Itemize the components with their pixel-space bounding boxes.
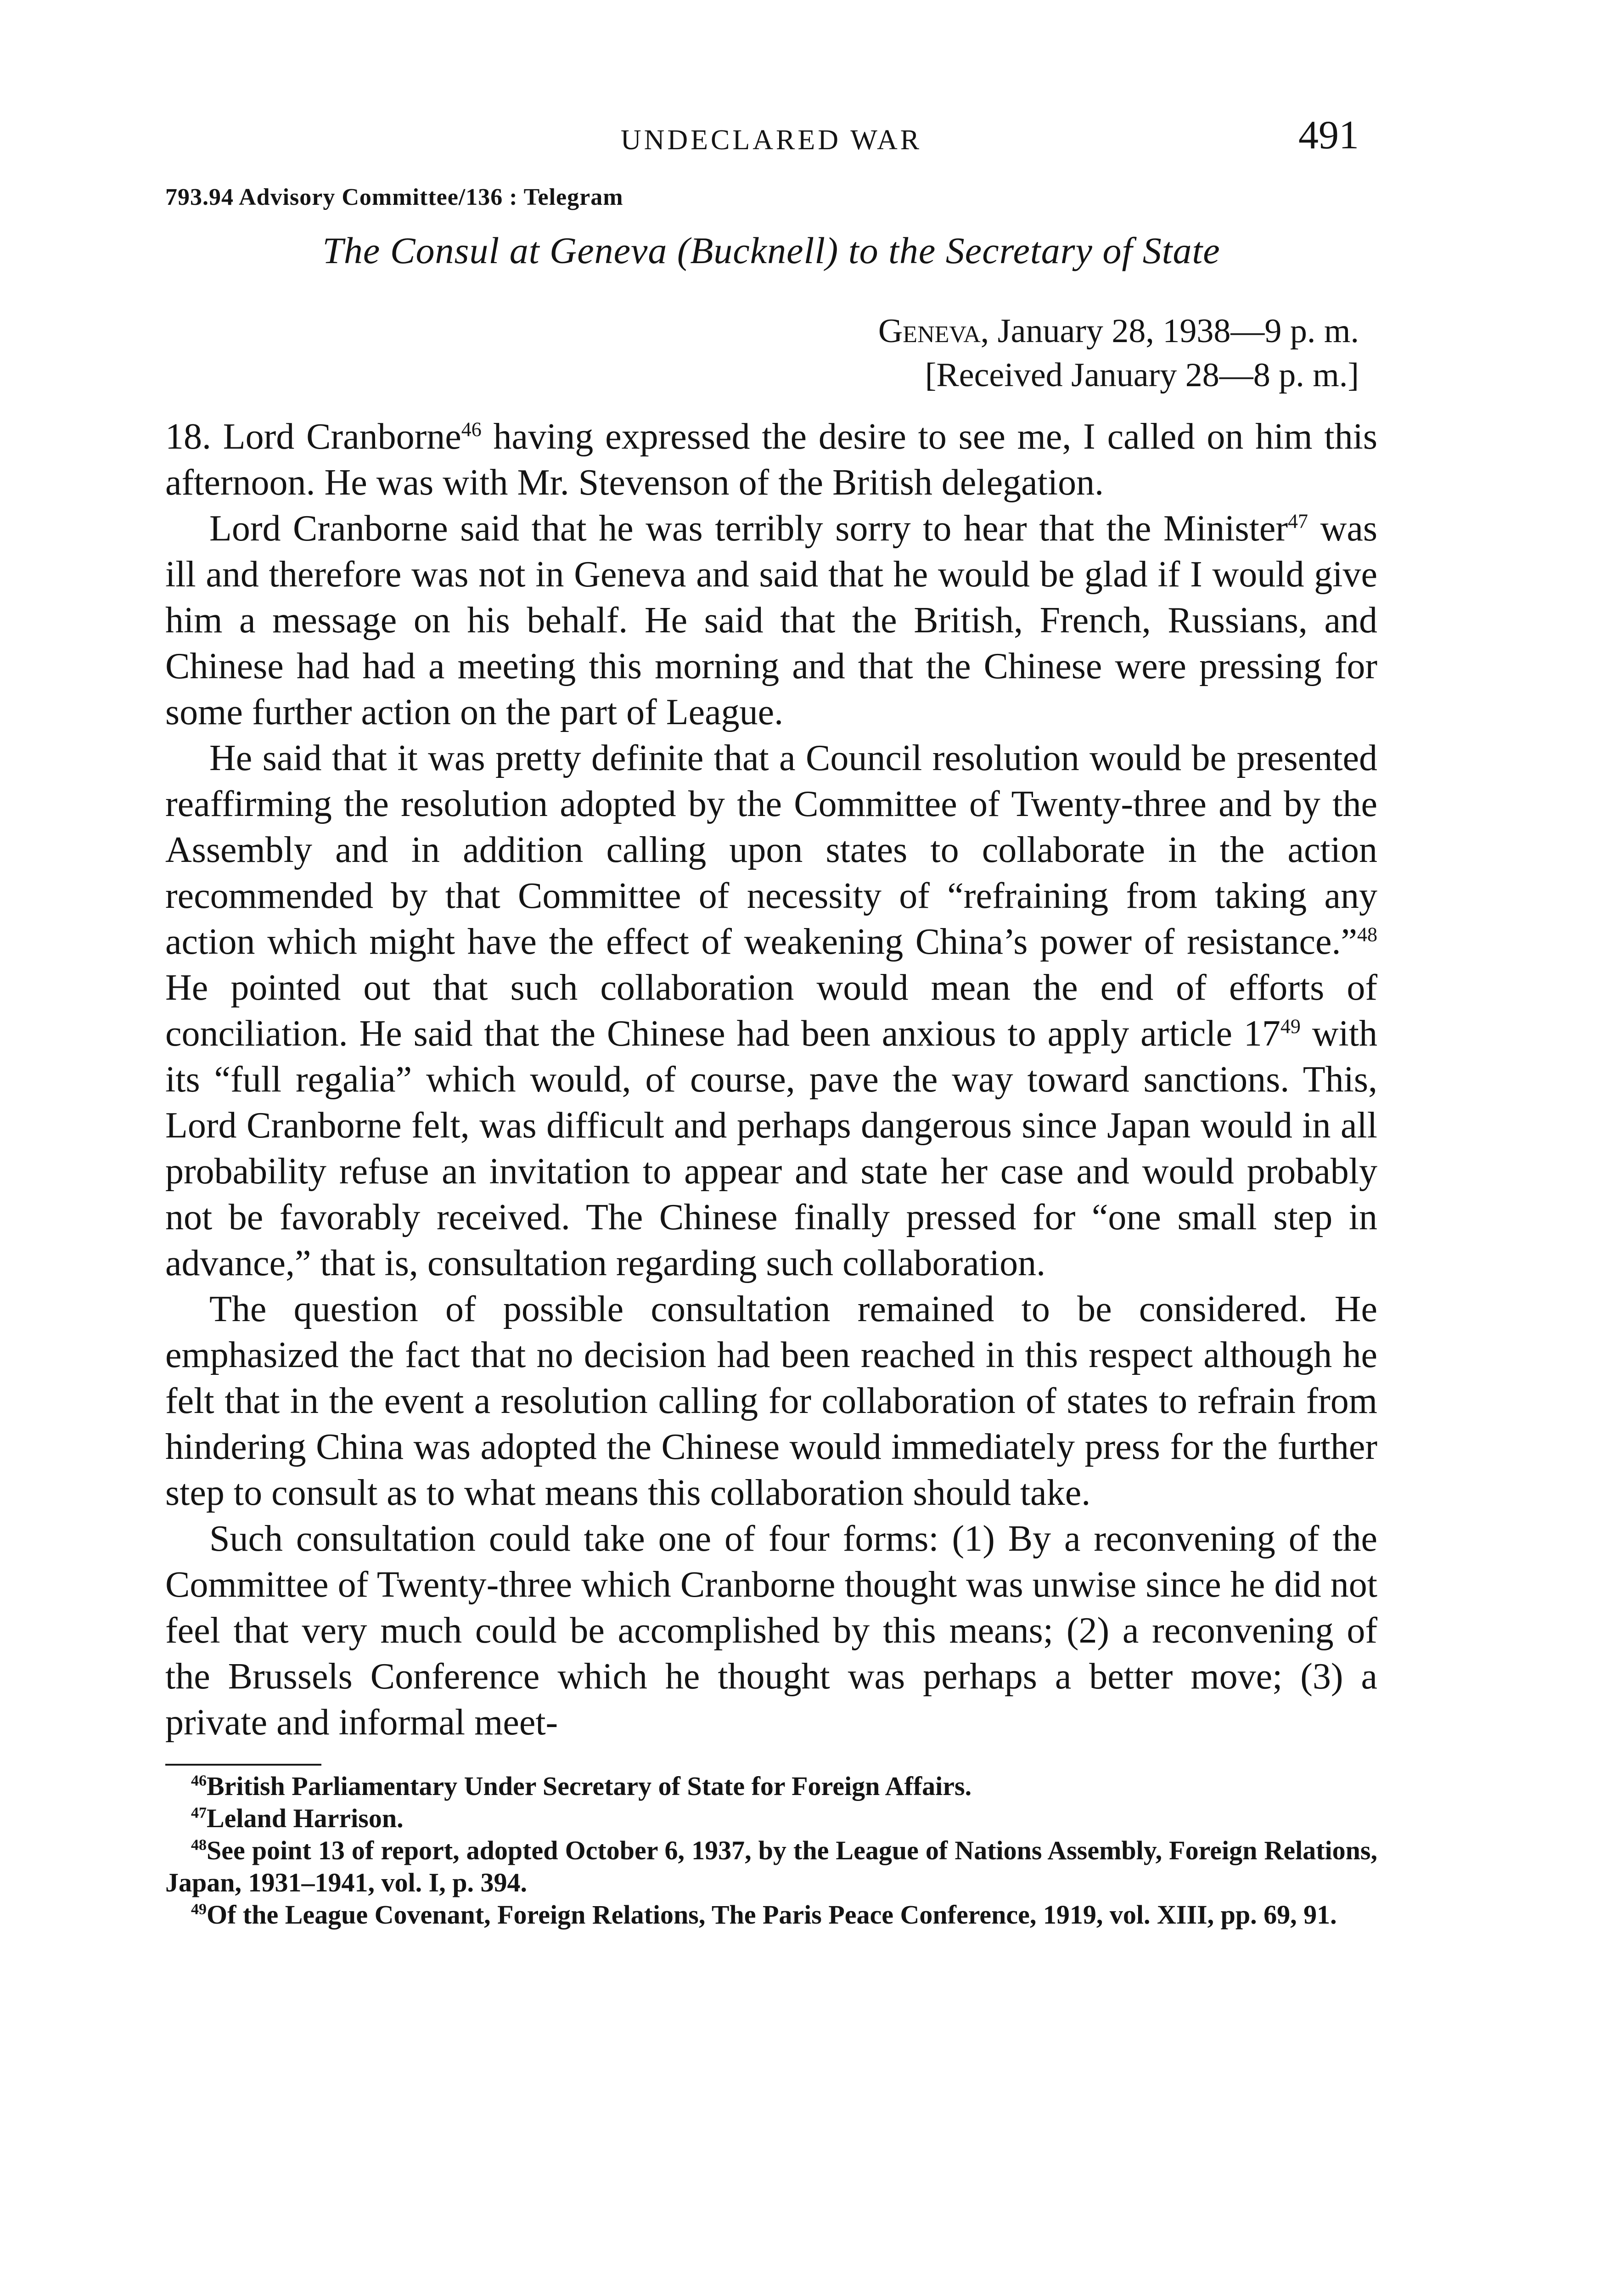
footnote-rule <box>165 1764 321 1766</box>
page-number: 491 <box>1298 113 1359 158</box>
paragraph-text: The question of possible consultation remained to be considered. He emphasized the fact that no decision had been reached in this respect although he felt that in the event a resolution calling for collaboration of states to refrain from hindering China was adopted the Chinese would immediately press for the further step to consult as to what means this collaboration should take. <box>165 1289 1377 1514</box>
paragraph-text: was ill and therefore was not in Geneva and said that he would be glad if I would give him a message on his behalf. He said that the British, French, Russians, and Chinese had had a meeting this morning and that the Chinese were pressing for some further action on the part of League. <box>165 508 1377 733</box>
body-paragraph <box>165 414 1377 506</box>
paragraph-text: Lord Cranborne said that he was terribly sorry to hear that the Minister <box>209 508 1288 549</box>
paragraph-text: Such consultation could take one of four forms: (1) By a reconvening of the Committee of Twenty-three which Cranborne thought was unwise since he did not feel that very much could be accomplished by this means; (2) a reconvening of the Brussels Conference which he thought was perhaps a better move; (3) a private and informal meet- <box>165 1519 1377 1743</box>
dateline-received: [Received January 28—8 p. m.] <box>925 356 1359 394</box>
dateline-place: Geneva, <box>878 312 989 350</box>
paragraph-text: with its “full regalia” which would, of course, pave the way toward sanctions. This, Lord Cranborne felt, was difficult and perhaps dangerous since Japan would in all probability refuse an invitation to appear and state her case and would probably not be favorably received. The Chinese finally pressed for “one small step in advance,” that is, consultation regarding such collaboration. <box>165 1013 1377 1284</box>
body-paragraph <box>165 506 1377 735</box>
document-title: The Consul at Geneva (Bucknell) to the Secretary of State <box>322 230 1220 271</box>
paragraph-text: having expressed the desire to see me, I called on him this afternoon. He was with Mr. Stevenson of the British delegation. <box>165 416 1377 503</box>
footnote-mark: 46 <box>191 1773 207 1790</box>
footnote-text: See point 13 of report, adopted October 6, 1937, by the League of Nations Assembly, Foreign Relations, Japan, 1931–1941, vol. I, p. 394. <box>165 1835 1377 1898</box>
footnote-text: Leland Harrison. <box>207 1803 404 1834</box>
body-paragraph <box>165 735 1377 1286</box>
footnote-text: Of the League Covenant, Foreign Relations, The Paris Peace Conference, 1919, vol. XIII, pp. 69, 91. <box>207 1900 1337 1930</box>
footnote-mark: 49 <box>191 1901 207 1919</box>
footnote-mark: 48 <box>191 1837 207 1854</box>
paragraph-text: 18. Lord Cranborne <box>165 416 461 457</box>
dateline <box>165 309 1377 397</box>
footnotes <box>165 1770 1377 1931</box>
telegram-body <box>165 414 1377 1745</box>
footnote <box>165 1899 1377 1931</box>
footnote-reference: 46 <box>461 418 482 441</box>
footnote-reference: 48 <box>1357 923 1377 946</box>
footnote <box>165 1835 1377 1899</box>
body-paragraph <box>165 1516 1377 1745</box>
footnote-reference: 47 <box>1288 510 1308 533</box>
footnote <box>165 1770 1377 1802</box>
dateline-sent: January 28, 1938—9 p. m. <box>997 312 1359 350</box>
paragraph-text: He said that it was pretty definite that a Council resolution would be presented reaffirming the resolution adopted by the Committee of Twenty-three and by the Assembly and in addition calling upon states to collaborate in the action recommended by that Committee of necessity of “refraining from taking any action which might have the effect of weakening China’s power of resistance.” <box>165 738 1377 962</box>
footnote-reference: 49 <box>1280 1015 1301 1038</box>
body-paragraph <box>165 1286 1377 1516</box>
footnote-mark: 47 <box>191 1805 207 1822</box>
footnote-text: British Parliamentary Under Secretary of State for Foreign Affairs. <box>207 1771 972 1801</box>
dateline-sent-line <box>165 309 1359 353</box>
footnote <box>165 1802 1377 1835</box>
running-head <box>165 92 1377 156</box>
running-title: UNDECLARED WAR <box>620 124 922 156</box>
paragraph-text: He pointed out that such collaboration would mean the end of efforts of conciliation. He said that the Chinese had been anxious to apply article 17 <box>165 968 1377 1054</box>
file-reference: 793.94 Advisory Committee/136 : Telegram <box>165 184 623 210</box>
book-page <box>165 92 1377 1931</box>
